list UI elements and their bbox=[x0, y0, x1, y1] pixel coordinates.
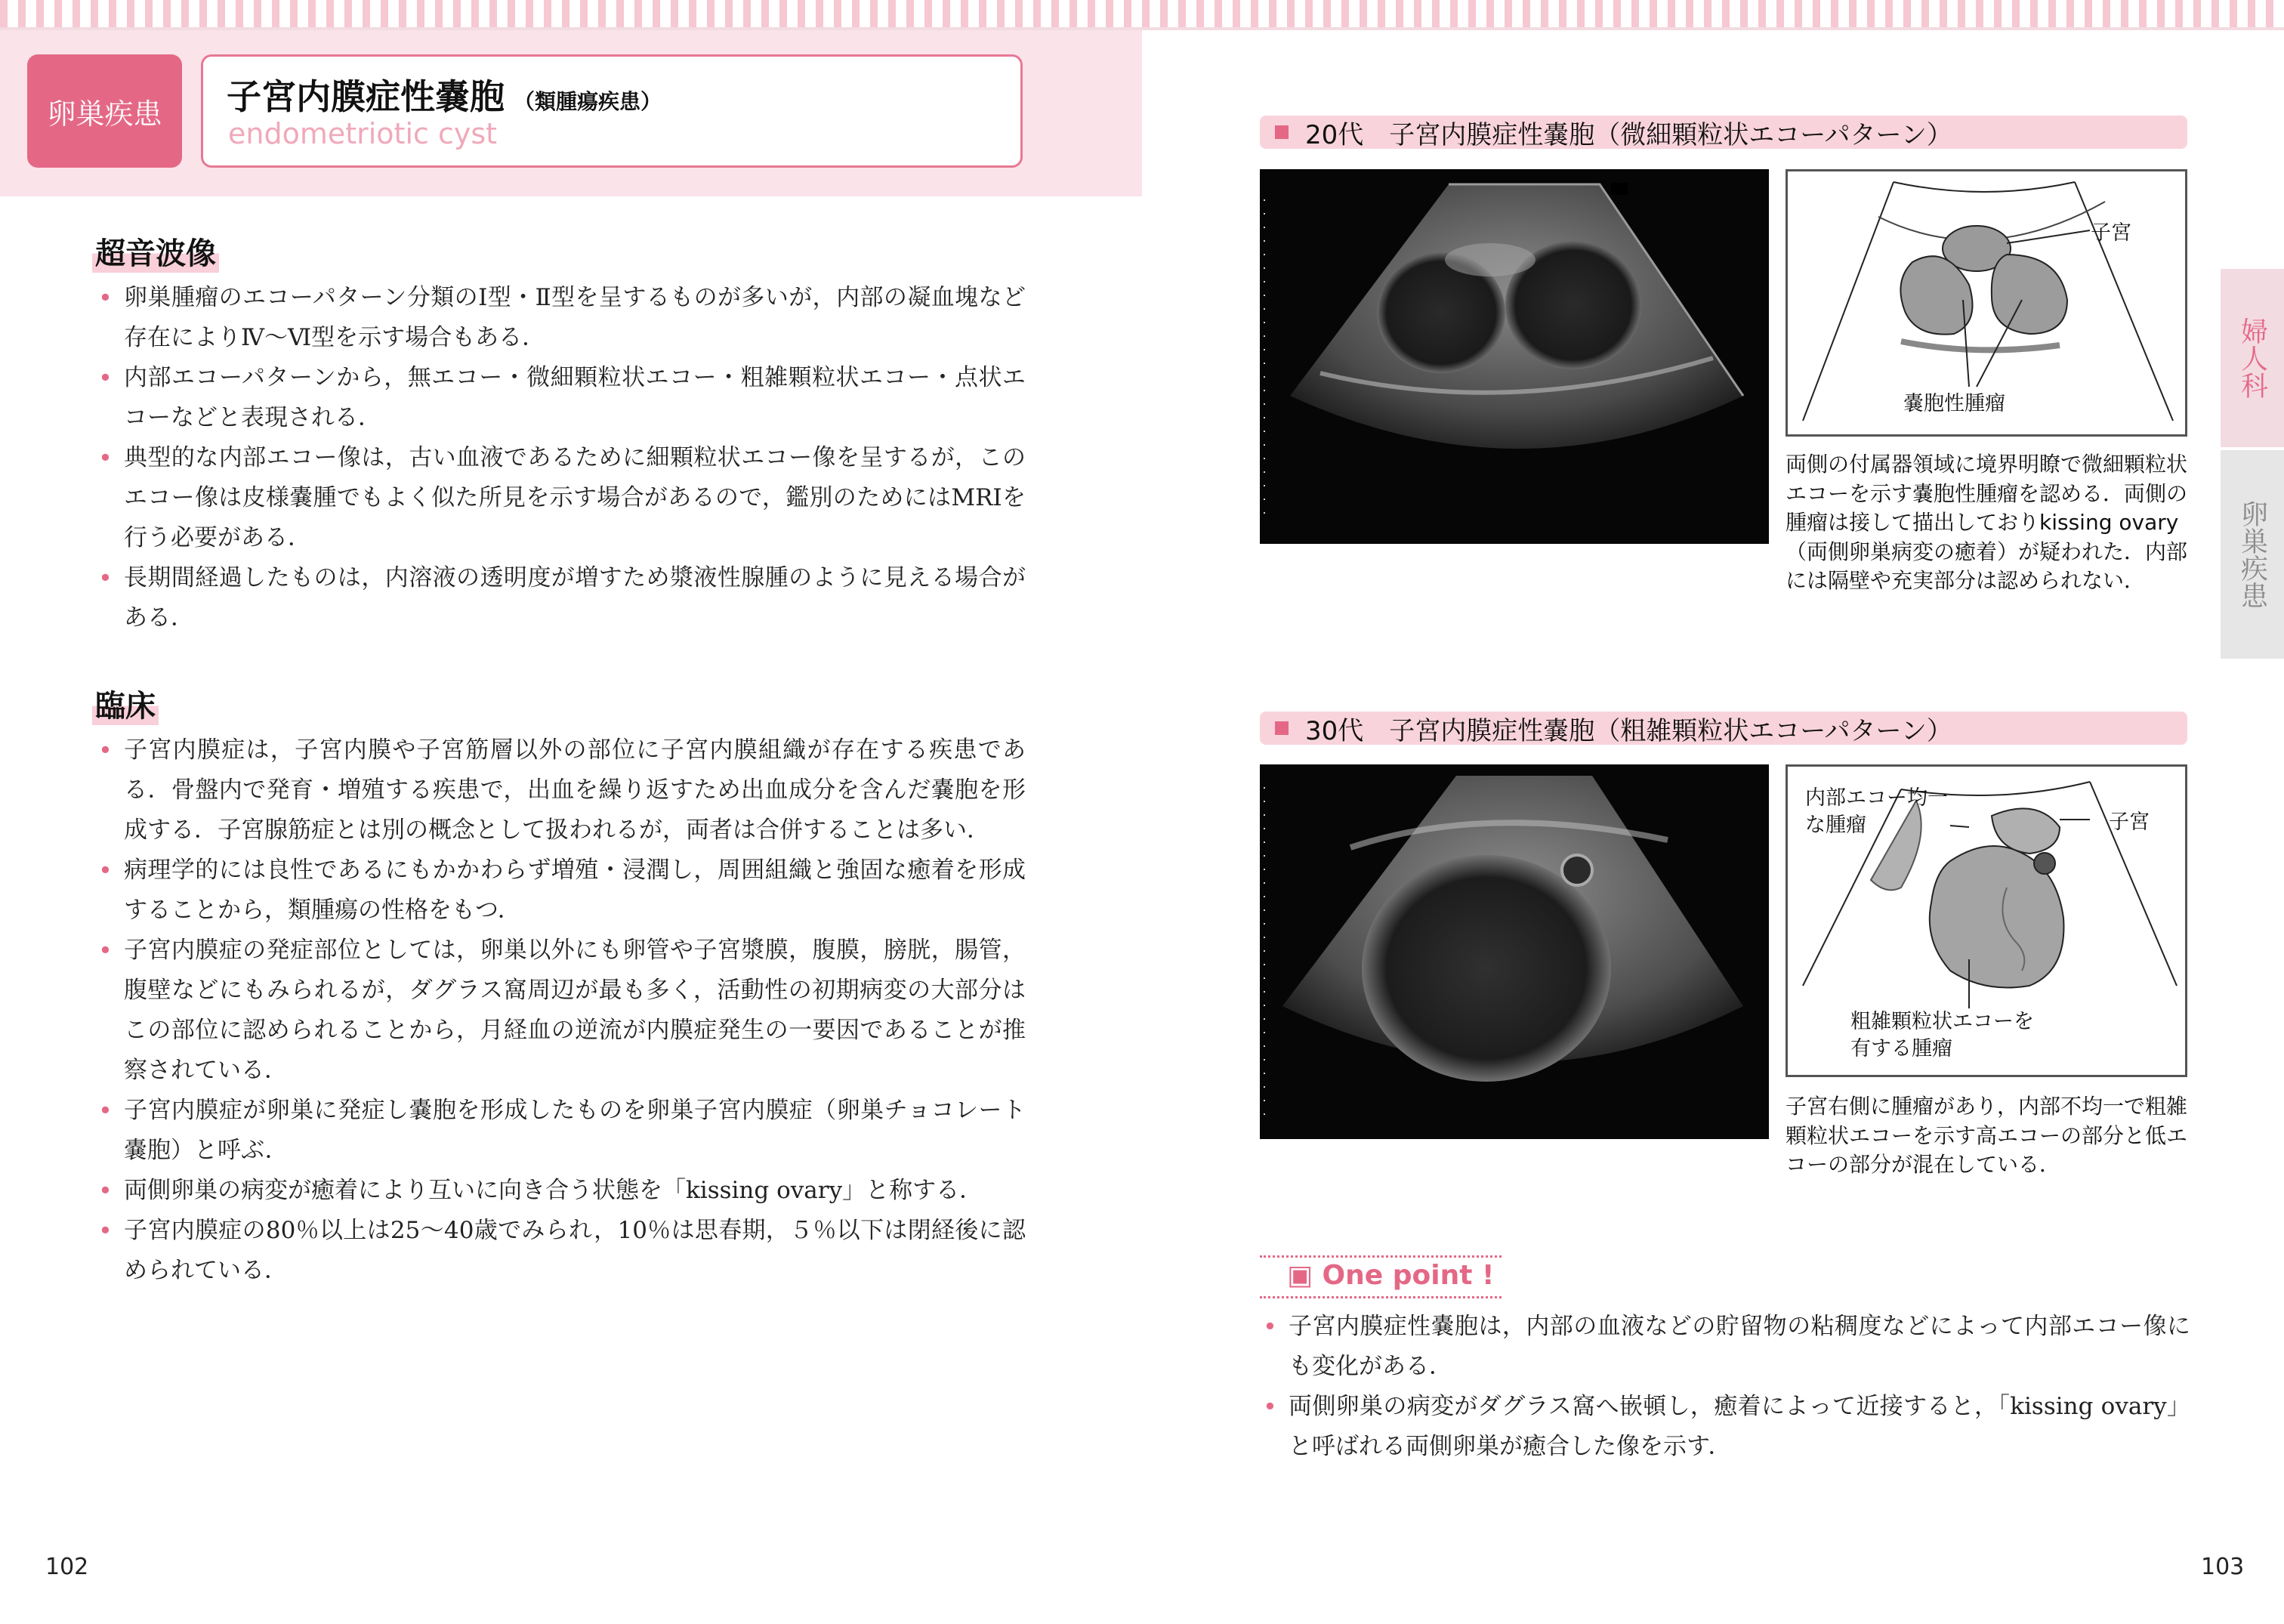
list-item: • 病理学的には良性であるにもかかわらず増殖・浸潤し，周囲組織と強固な癒着を形成することから，類腫瘍の性格をもつ． bbox=[98, 851, 1026, 931]
list-item: • 典型的な内部エコー像は，古い血液であるために細顆粒状エコー像を呈するが，このエコー像は皮様嚢腫でもよく似た所見を示す場合があるので，鑑別のためにはMRIを行う必要がある． bbox=[98, 438, 1026, 558]
list-item: • 子宮内膜症性嚢胞は，内部の血液などの貯留物の粘稠度などによって内部エコー像にも変化がある． bbox=[1263, 1307, 2190, 1387]
side-tab-ovarian-disease[interactable]: 卵巣疾患 bbox=[2221, 450, 2284, 659]
figure-caption-2: 子宮右側に腫瘤があり，内部不均一で粗雑顆粒状エコーを示す高エコーの部分と低エコーの部分が混在している． bbox=[1786, 1094, 2188, 1177]
onepoint-bottom-rule bbox=[1260, 1296, 1502, 1298]
diagram-label: 有する腫瘤 bbox=[1850, 1037, 1952, 1061]
diagram-label: な腫瘤 bbox=[1805, 814, 1866, 837]
square-bullet-icon bbox=[1275, 721, 1289, 735]
list-item: • 卵巣腫瘤のエコーパターン分類のⅠ型・Ⅱ型を呈するものが多いが，内部の凝血塊など存在によりⅣ～Ⅵ型を示す場合もある． bbox=[98, 278, 1026, 358]
section-heading-ultrasound: 超音波像 bbox=[92, 230, 219, 273]
diagram-label: 粗雑顆粒状エコーを bbox=[1850, 1010, 2034, 1033]
category-tag: 卵巣疾患 bbox=[27, 54, 182, 168]
ultrasound-scan-graphic bbox=[1260, 764, 1769, 1139]
diagram-label: 子宮 bbox=[2109, 810, 2150, 834]
list-item: • 子宮内膜症は，子宮内膜や子宮筋層以外の部位に子宮内膜組織が存在する疾患である．骨盤内で発育・増殖する疾患で，出血を繰り返すため出血成分を含んだ嚢胞を形成する．子宮腺筋症とは別の概念として扱われるが，両者は合併することは多い． bbox=[98, 730, 1026, 851]
list-item: • 子宮内膜症の発症部位としては，卵巣以外にも卵管や子宮漿膜，腹膜，膀胱，腸管，腹壁などにもみられるが，ダグラス窩周辺が最も多く，活動性の初期病変の大部分はこの部位に認められることから，月経血の逆流が内膜症発生の一要因であることが推察されている． bbox=[98, 931, 1026, 1091]
side-tab-gynecology[interactable]: 婦人科 bbox=[2221, 269, 2284, 447]
ultrasound-scan-graphic bbox=[1260, 169, 1769, 544]
diagram-label: 子宮 bbox=[2091, 221, 2131, 245]
figure-heading-text: 30代 子宮内膜症性嚢胞（粗雑顆粒状エコーパターン） bbox=[1305, 715, 1952, 746]
page-number-right: 103 bbox=[2201, 1554, 2245, 1580]
figure-heading-text: 20代 子宮内膜症性嚢胞（微細顆粒状エコーパターン） bbox=[1305, 119, 1952, 150]
title-english: endometriotic cyst bbox=[228, 117, 498, 150]
square-bullet-icon bbox=[1275, 125, 1289, 139]
onepoint-top-rule bbox=[1260, 1255, 1502, 1258]
onepoint-title bbox=[1287, 1260, 1494, 1291]
onepoint-label: One point ! bbox=[1322, 1260, 1495, 1291]
diagram-label: 内部エコー均一 bbox=[1805, 786, 1948, 810]
section-heading-clinical: 臨床 bbox=[92, 682, 159, 725]
page-number-left: 102 bbox=[45, 1554, 89, 1580]
figure-caption-1: 両側の付属器領域に境界明瞭で微細顆粒状エコーを示す嚢胞性腫瘤を認める．両側の腫瘤は接して描出しておりkissing ovary（両側卵巣病変の癒着）が疑われた．内部には隔壁や充実部分は認められない． bbox=[1786, 452, 2188, 593]
onepoint-bullets bbox=[1263, 1307, 2190, 1467]
list-item: • 長期間経過したものは，内溶液の透明度が増すため漿液性腺腫のように見える場合がある． bbox=[98, 558, 1026, 638]
ultrasound-image-2 bbox=[1260, 764, 1769, 1139]
list-item: • 両側卵巣の病変がダグラス窩へ嵌頓し，癒着によって近接すると，「kissing ovary」と呼ばれる両側卵巣が癒合した像を示す． bbox=[1263, 1387, 2190, 1467]
page-title bbox=[227, 69, 662, 119]
list-item: • 子宮内膜症の80％以上は25～40歳でみられ，10％は思春期，５％以下は閉経後に認められている． bbox=[98, 1211, 1026, 1291]
top-dashed-band bbox=[0, 0, 2284, 27]
title-text: 子宮内膜症性嚢胞 bbox=[227, 76, 505, 117]
onepoint-icon: ▣ bbox=[1287, 1260, 1323, 1291]
title-subtitle: （類腫瘍疾患） bbox=[514, 89, 662, 114]
diagram-label: 嚢胞性腫瘤 bbox=[1903, 392, 2005, 415]
figure-heading-2 bbox=[1260, 712, 2187, 745]
list-item: • 子宮内膜症が卵巣に発症し嚢胞を形成したものを卵巣子宮内膜症（卵巣チョコレート嚢胞）と呼ぶ． bbox=[98, 1091, 1026, 1171]
clinical-bullets bbox=[98, 730, 1026, 1291]
figure-heading-1 bbox=[1260, 116, 2187, 149]
list-item: • 両側卵巣の病変が癒着により互いに向き合う状態を「kissing ovary」と称する． bbox=[98, 1171, 1026, 1211]
ultrasound-bullets bbox=[98, 278, 1026, 638]
ultrasound-image-1 bbox=[1260, 169, 1769, 544]
list-item: • 内部エコーパターンから，無エコー・微細顆粒状エコー・粗雑顆粒状エコー・点状エコーなどと表現される． bbox=[98, 358, 1026, 438]
